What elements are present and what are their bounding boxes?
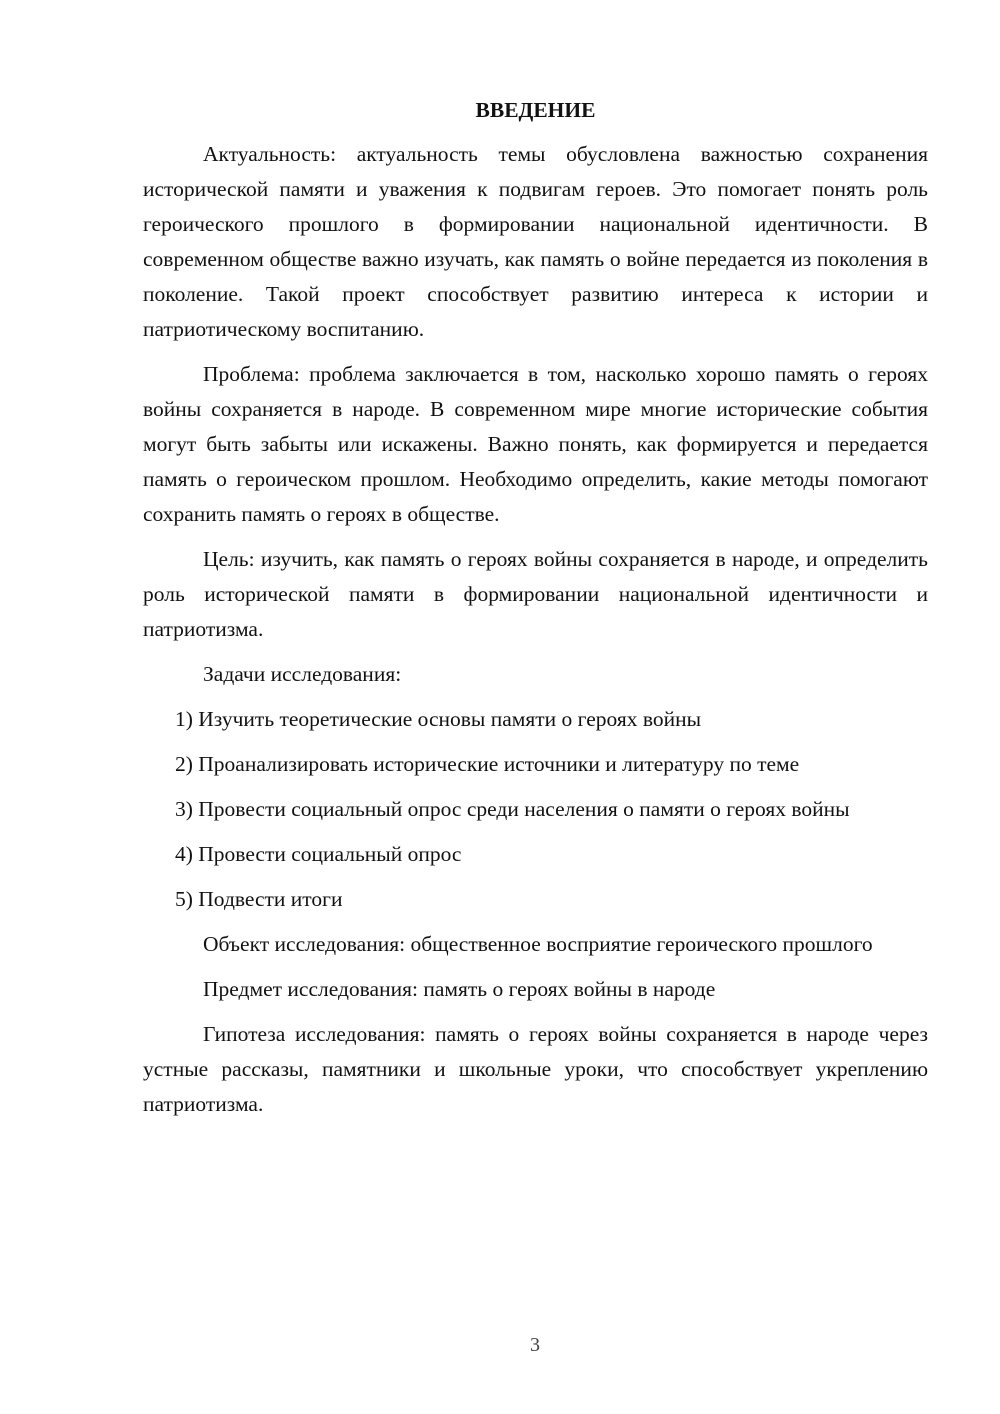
list-item: 4) Провести социальный опрос	[175, 842, 462, 866]
tasks-heading: Задачи исследования:	[203, 662, 402, 686]
page-number: 3	[530, 1334, 540, 1356]
relevance-paragraph: Актуальность: актуальность темы обусловлена важностью сохранения исторической памяти и уважения к подвигам героев. Это помогает понять роль героического прошлого в формировании национальной идентичности. В современном обществе важно изучать, как память о войне передается из поколения в поколение. Такой проект способствует развитию интереса к истории и патриотическому воспитанию.	[143, 142, 928, 341]
object-paragraph: Объект исследования: общественное восприятие героического прошлого	[203, 932, 873, 956]
goal-paragraph: Цель: изучить, как память о героях войны сохраняется в народе, и определить роль исторической памяти в формировании национальной идентичности и патриотизма.	[143, 547, 928, 641]
page-title: ВВЕДЕНИЕ	[475, 98, 596, 122]
hypothesis-paragraph: Гипотеза исследования: память о героях войны сохраняется в народе через устные рассказы, памятники и школьные уроки, что способствует укреплению патриотизма.	[143, 1022, 928, 1116]
tasks-list	[143, 702, 928, 917]
list-item: 1) Изучить теоретические основы памяти о героях войны	[175, 707, 702, 731]
list-item: 2) Проанализировать исторические источники и литературу по теме	[175, 752, 800, 776]
problem-paragraph: Проблема: проблема заключается в том, насколько хорошо память о героях войны сохраняется в народе. В современном мире многие исторические события могут быть забыты или искажены. Важно понять, как формируется и передается память о героическом прошлом. Необходимо определить, какие методы помогают сохранить память о героях в обществе.	[143, 362, 928, 526]
list-item: 5) Подвести итоги	[175, 887, 343, 911]
list-item: 3) Провести социальный опрос среди населения о памяти о героях войны	[175, 797, 850, 821]
document-page	[143, 93, 928, 1132]
subject-paragraph: Предмет исследования: память о героях войны в народе	[203, 977, 716, 1001]
